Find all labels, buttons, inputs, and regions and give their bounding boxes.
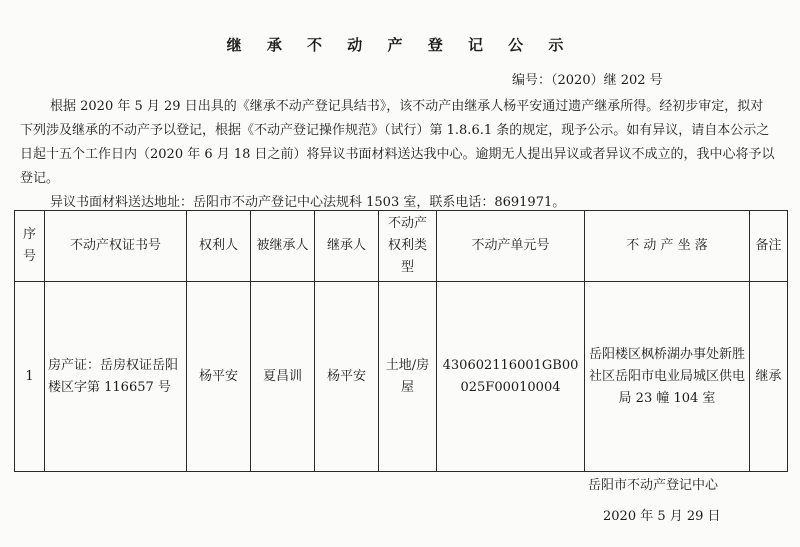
header-right-type: 不动产权利类型 (379, 211, 437, 282)
cell-serial: 1 (15, 282, 45, 472)
issue-date: 2020 年 5 月 29 日 (603, 509, 721, 524)
objection-address: 异议书面材料送达地址：岳阳市不动产登记中心法规科 1503 室，联系电话：8691971。 (50, 195, 566, 210)
header-remarks: 备注 (750, 211, 788, 282)
table-header-row (15, 211, 788, 282)
cell-remarks: 继承 (750, 282, 788, 472)
header-unit-number: 不动产单元号 (437, 211, 585, 282)
cell-right-holder: 杨平安 (187, 282, 251, 472)
notice-body: 根据 2020 年 5 月 29 日出具的《继承不动产登记具结书》，该不动产由继承人杨平安通过遗产继承所得。经初步审定，拟对下列涉及继承的不动产予以登记，根据《不动产登记操作规范》（试行）第 1.8.6.1 条的规定，现予公示。如有异议，请自本公示之日起十五个工作日内（2020 年 6 月 18 日之前）将异议书面材料送达我中心。逾期无人提出异议或者异议不成立的，我中心将予以登记。 (20, 99, 775, 186)
header-location: 不 动 产 坐 落 (585, 211, 750, 282)
cell-right-type: 土地/房屋 (379, 282, 437, 472)
cell-unit-number: 430602116001GB00025F00010004 (437, 282, 585, 472)
header-right-holder: 权利人 (187, 211, 251, 282)
cell-certificate-number: 房产证：岳房权证岳阳楼区字第 116657 号 (45, 282, 187, 472)
cell-location: 岳阳楼区枫桥湖办事处新胜社区岳阳市电业局城区供电局 23 幢 104 室 (585, 282, 750, 472)
header-decedent: 被继承人 (251, 211, 315, 282)
header-heir: 继承人 (315, 211, 379, 282)
issuing-organization: 岳阳市不动产登记中心 (588, 478, 719, 493)
cell-heir: 杨平安 (315, 282, 379, 472)
page-title: 继 承 不 动 产 登 记 公 示 (226, 36, 574, 54)
property-table (14, 210, 788, 472)
header-certificate-number: 不动产权证书号 (45, 211, 187, 282)
cell-decedent: 夏昌训 (251, 282, 315, 472)
header-serial: 序号 (15, 211, 45, 282)
document-number: 编号：（2020）继 202 号 (512, 73, 663, 88)
table-row (15, 282, 788, 472)
